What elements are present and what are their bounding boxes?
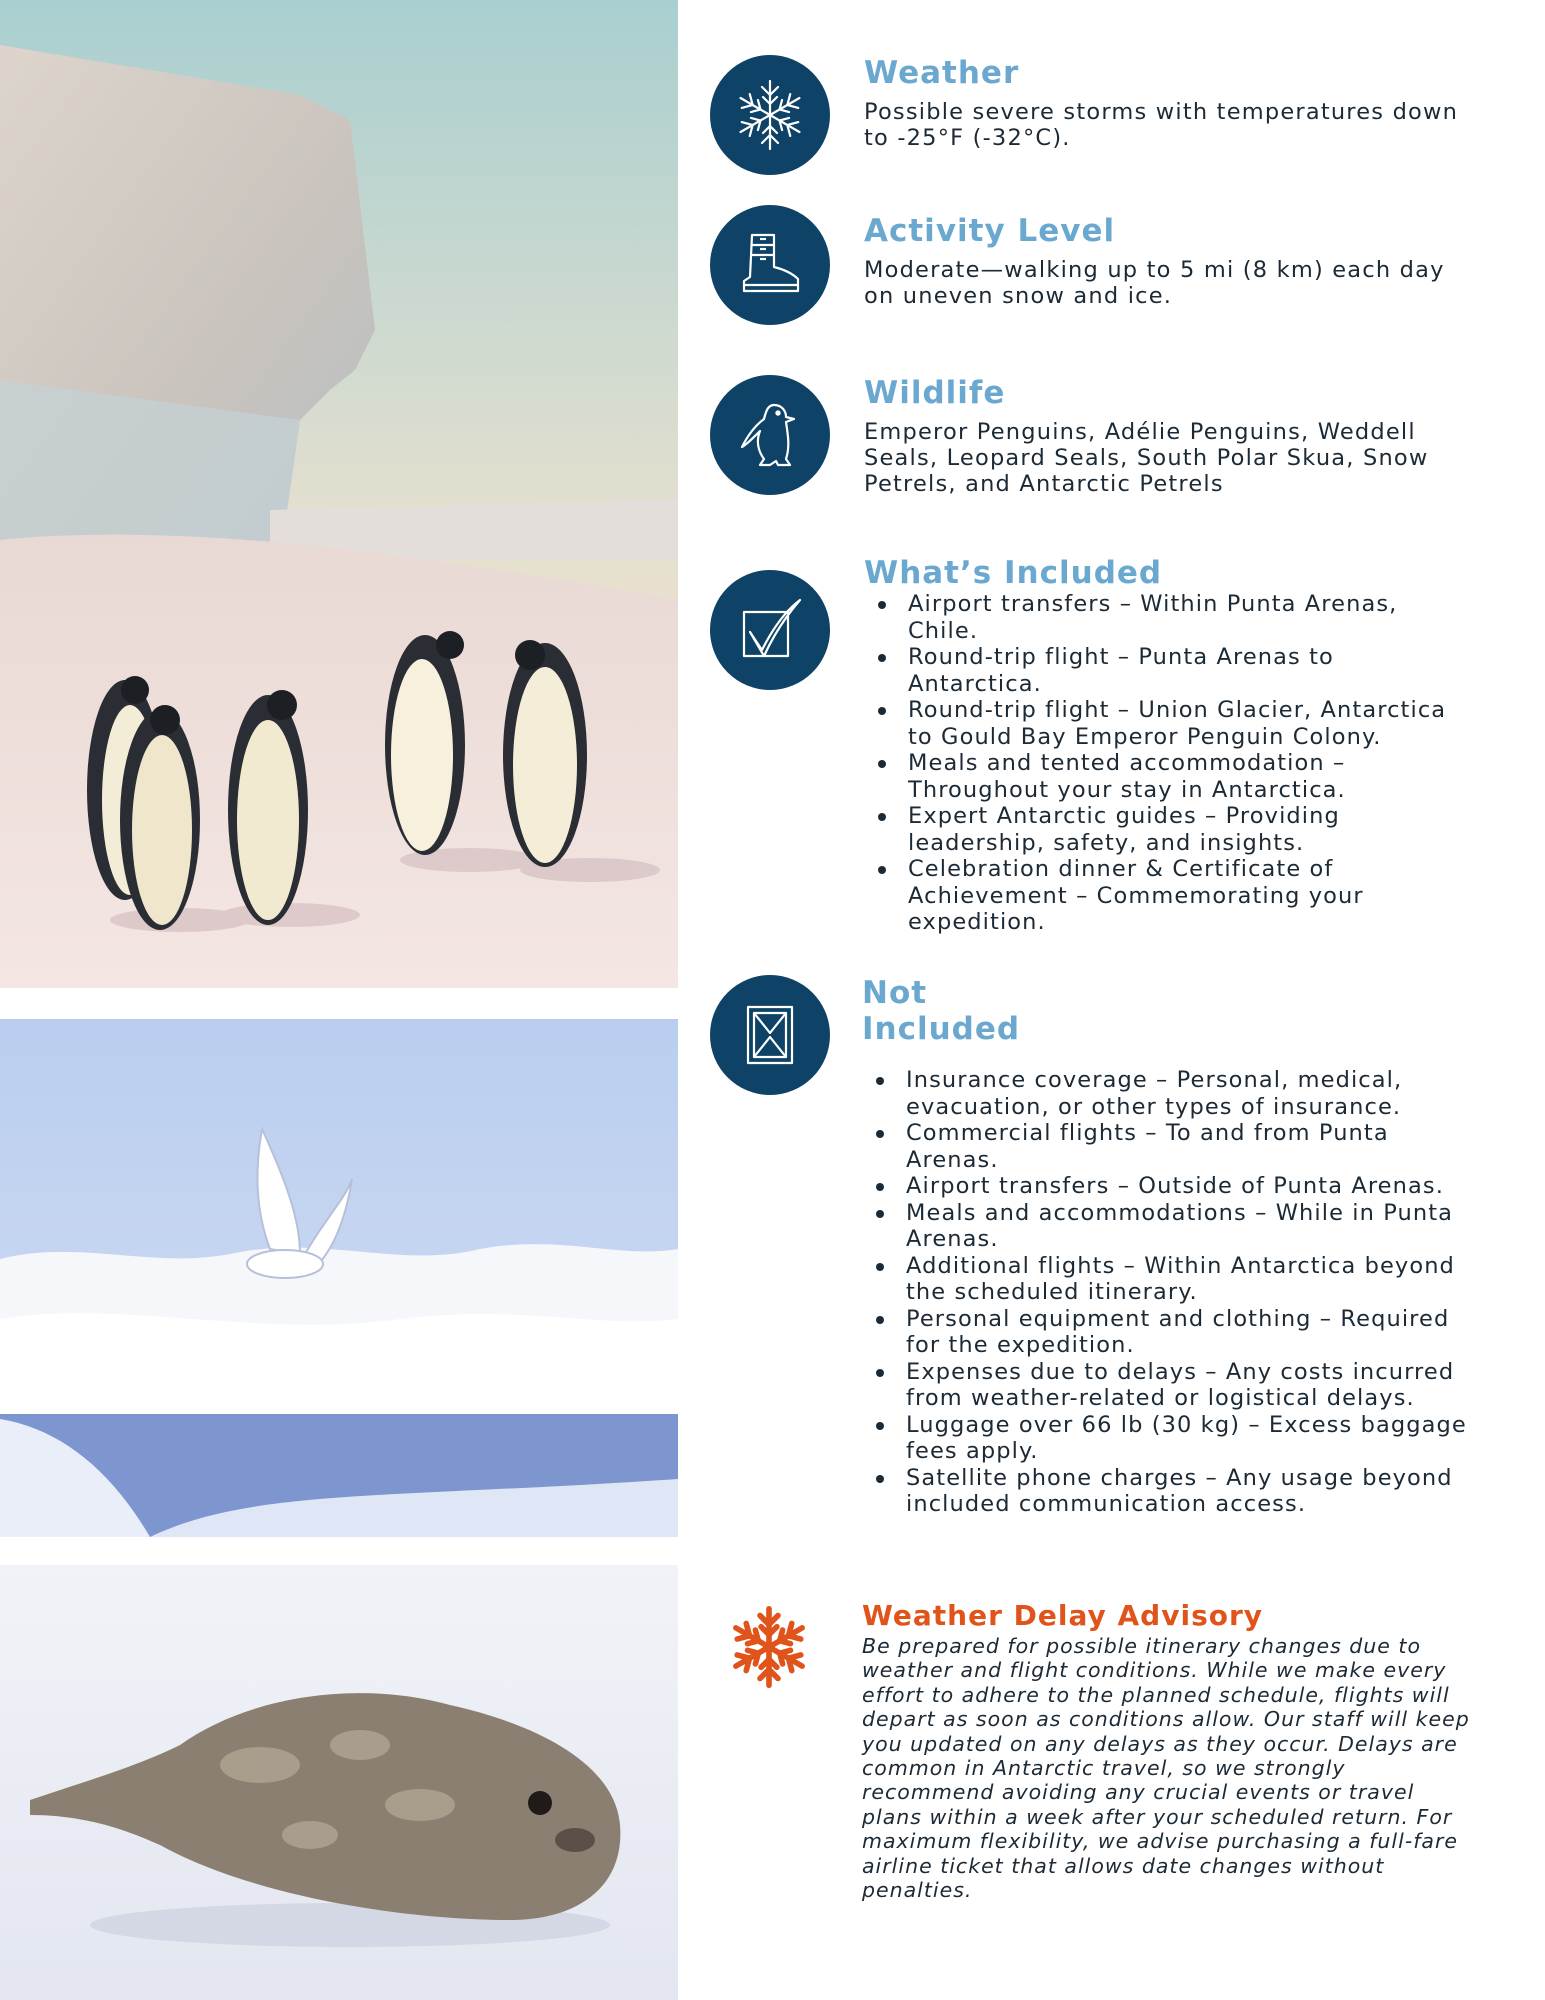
list-item: Additional flights – Within Antarctica beyond the scheduled itinerary. [862, 1253, 1470, 1306]
wildlife-heading: Wildlife [864, 375, 1006, 411]
list-item: Commercial flights – To and from Punta Arenas. [862, 1120, 1470, 1173]
advisory-heading: Weather Delay Advisory [862, 1599, 1264, 1632]
not-included-section [710, 975, 1470, 1535]
list-item: Airport transfers – Outside of Punta Arenas. [862, 1173, 1470, 1200]
list-item: Round-trip flight – Union Glacier, Antarctica to Gould Bay Emperor Penguin Colony. [864, 697, 1470, 750]
included-list [864, 591, 1470, 936]
wildlife-section [710, 375, 1470, 495]
list-item: Luggage over 66 lb (30 kg) – Excess baggage fees apply. [862, 1412, 1470, 1465]
not-included-heading-line1: Not [862, 975, 928, 1011]
weather-heading: Weather [864, 55, 1020, 91]
list-item: Airport transfers – Within Punta Arenas, Chile. [864, 591, 1470, 644]
list-item: Meals and accommodations – While in Punta Arenas. [862, 1200, 1470, 1253]
checkbox-icon [710, 570, 830, 690]
wildlife-text: Emperor Penguins, Adélie Penguins, Weddell Seals, Leopard Seals, South Polar Skua, Snow Petrels, and Antarctic Petrels [864, 419, 1429, 497]
snow-petrel-photo [0, 1019, 678, 1537]
weather-section [710, 55, 1470, 175]
list-item: Round-trip flight – Punta Arenas to Antarctica. [864, 644, 1470, 697]
weather-text: Possible severe storms with temperatures down to -25°F (-32°C). [864, 99, 1459, 151]
penguin-icon [710, 375, 830, 495]
advisory-text: Be prepared for possible itinerary changes due to weather and flight conditions. While we make every effort to adhere to the planned schedule, flights will depart as soon as conditions allow. Our staff will keep you updated on any delays as they occur. Delays are common in Antarctic travel, so we strongly recommend avoiding any crucial events or travel plans within a week after your scheduled return. For maximum flexibility, we advise purchasing a full-fare airline ticket that allows date changes without penalties. [862, 1634, 1470, 1903]
list-item: Celebration dinner & Certificate of Achievement – Commemorating your expedition. [864, 856, 1470, 936]
weddell-seal-photo [0, 1565, 678, 2000]
advisory-section [710, 1600, 1470, 1920]
list-item: Expert Antarctic guides – Providing leadership, safety, and insights. [864, 803, 1470, 856]
list-item: Expenses due to delays – Any costs incurred from weather-related or logistical delays. [862, 1359, 1470, 1412]
activity-section [710, 205, 1470, 325]
activity-text: Moderate—walking up to 5 mi (8 km) each day on uneven snow and ice. [864, 257, 1445, 309]
x-box-icon [710, 975, 830, 1095]
included-section [710, 555, 1470, 945]
snowflake-icon [724, 1602, 814, 1692]
not-included-heading-line2: Included [862, 1011, 1021, 1047]
list-item: Meals and tented accommodation – Throughout your stay in Antarctica. [864, 750, 1470, 803]
list-item: Personal equipment and clothing – Required for the expedition. [862, 1306, 1470, 1359]
activity-heading: Activity Level [864, 213, 1116, 249]
not-included-list [862, 1067, 1470, 1518]
boot-icon [710, 205, 830, 325]
snowflake-icon [710, 55, 830, 175]
list-item: Insurance coverage – Personal, medical, evacuation, or other types of insurance. [862, 1067, 1470, 1120]
included-heading: What’s Included [864, 555, 1163, 591]
list-item: Satellite phone charges – Any usage beyond included communication access. [862, 1465, 1470, 1518]
emperor-penguins-photo [0, 0, 678, 988]
